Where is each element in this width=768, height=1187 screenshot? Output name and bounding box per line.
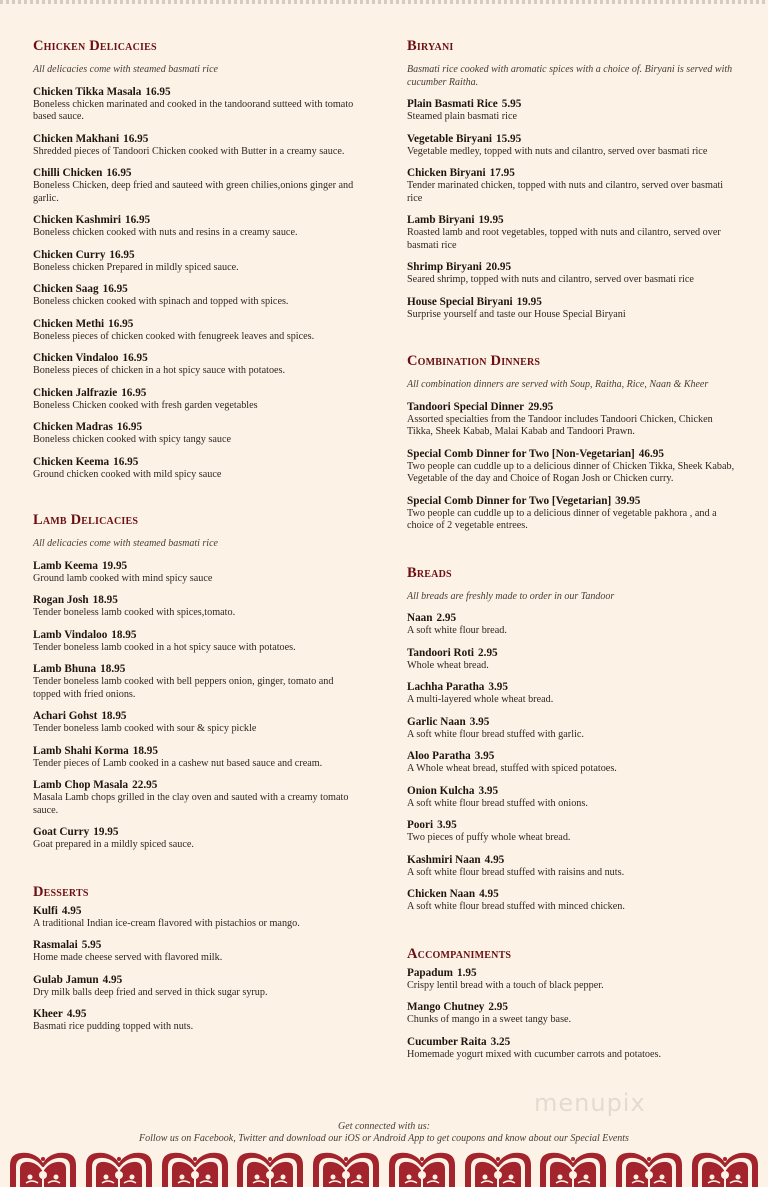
menu-item-price: 17.95 (489, 167, 515, 179)
menu-item (407, 681, 737, 707)
menu-item-description: Boneless pieces of chicken cooked with fenugreek leaves and spices. (33, 330, 315, 342)
footer-follow: Follow us on Facebook, Twitter and download our iOS or Android App to get coupons and know about our Special Events (139, 1133, 629, 1144)
section-title: Lamb Delicacies (33, 512, 139, 528)
right-column (407, 38, 737, 1061)
menu-item-heading (407, 967, 737, 980)
menu-item (33, 387, 363, 413)
menu-item-heading (407, 214, 737, 227)
menu-item-heading (33, 594, 363, 607)
menu-item (33, 826, 363, 852)
ornamental-border (8, 1149, 760, 1187)
menu-item-name: Lachha Paratha (407, 681, 485, 693)
menu-item-heading (407, 785, 737, 798)
watermark: menupix (534, 1089, 646, 1117)
menu-item-price: 2.95 (478, 646, 498, 659)
menu-item (407, 647, 737, 673)
menu-item-description: Steamed plain basmati rice (407, 111, 518, 122)
menu-item (407, 854, 737, 880)
menu-item-description: Tender boneless lamb cooked in a hot spicy sauce with potatoes. (33, 641, 296, 653)
menu-item-name: Chicken Keema (33, 455, 110, 468)
menu-item (33, 283, 363, 309)
menu-item-description: Boneless pieces of chicken in a hot spicy sauce with potatoes. (33, 365, 286, 376)
menu-item (407, 296, 737, 322)
menu-item-name: Gulab Jamun (33, 973, 99, 986)
menu-item-heading (407, 1036, 737, 1049)
menu-item-description: Basmati rice pudding topped with nuts. (33, 1021, 194, 1032)
menu-item-description: Two people can cuddle up to a delicious dinner of Chicken Tikka, Sheek Kabab, Vegetable of the day and Choice of Rogan Josh or Chicken curry. (407, 460, 735, 484)
menu-item-price: 16.95 (113, 455, 139, 468)
menu-item-heading (33, 214, 363, 227)
section-note: All delicacies come with steamed basmati rice (33, 64, 218, 75)
section-biryani (407, 38, 737, 321)
menu-item-price: 16.95 (106, 167, 132, 179)
paisley-tile (463, 1149, 533, 1187)
menu-item-heading (33, 249, 363, 262)
menu-item-heading (407, 819, 737, 832)
menu-item-heading (33, 352, 363, 365)
section-title: Accompaniments (407, 945, 512, 962)
item-list (407, 967, 737, 1062)
menu-item-price: 15.95 (496, 132, 522, 145)
menu-item (33, 710, 363, 736)
menu-item-description: Surprise yourself and taste our House Special Biryani (407, 308, 626, 320)
menu-item (33, 421, 363, 447)
menu-item-heading (407, 495, 737, 508)
menu-item-heading (33, 745, 363, 758)
menu-item-description: Tender boneless lamb cooked with spices,tomato. (33, 607, 236, 618)
footer-connect: Get connected with us: (338, 1121, 430, 1132)
paisley-tile (160, 1149, 230, 1187)
menu-item-heading (33, 133, 363, 146)
menu-item (407, 819, 737, 845)
menu-item-name: Cucumber Raita (407, 1035, 487, 1048)
menu-item-description: Tender boneless lamb cooked with bell peppers onion, ginger, tomato and topped with fried onions. (33, 676, 334, 700)
menu-item-price: 16.95 (116, 421, 143, 433)
menu-item-price: 4.95 (61, 904, 82, 917)
menu-item-price: 19.95 (93, 826, 119, 838)
menu-item-description: Ground chicken cooked with mild spicy sauce (33, 468, 222, 480)
menu-item-name: Special Comb Dinner for Two [Non-Vegetarian] (407, 447, 635, 460)
menu-item (33, 939, 363, 965)
menu-item-price: 19.95 (101, 559, 128, 572)
menu-item-description: Masala Lamb chops grilled in the clay oven and sauted with a creamy tomato sauce. (33, 792, 349, 816)
menu-item-name: Aloo Paratha (407, 750, 471, 762)
menu-item-description: Two people can cuddle up to a delicious dinner of vegetable pakhora , and a choice of 2 vegetable entrees. (407, 507, 717, 531)
menu-item-description: Roasted lamb and root vegetables, topped with nuts and cilantro, served over basmati rice (407, 227, 721, 251)
menu-item-heading (407, 647, 737, 660)
menu-item-heading (407, 854, 737, 867)
menu-item-name: Chicken Vindaloo (33, 352, 119, 364)
menu-item (33, 352, 363, 378)
menu-item-heading (407, 98, 737, 111)
section-title: Desserts (33, 883, 89, 900)
menu-item (407, 133, 737, 159)
menu-item-description: A soft white flour bread. (407, 625, 507, 636)
menu-item (33, 133, 363, 159)
item-list (33, 905, 363, 1034)
menu-item-price: 18.95 (111, 628, 137, 641)
menu-item-name: Vegetable Biryani (407, 132, 493, 145)
menu-item-heading (407, 167, 737, 180)
paisley-tile (614, 1149, 684, 1187)
menu-item-price: 22.95 (132, 779, 158, 791)
menu-item (33, 249, 363, 275)
paisley-tile (8, 1149, 78, 1187)
paisley-tile (690, 1149, 760, 1187)
menu-item-price: 16.95 (145, 85, 171, 98)
menu-item-heading (407, 296, 737, 309)
menu-item-price: 3.95 (437, 819, 457, 831)
menu-item-price: 20.95 (485, 261, 512, 273)
menu-item-heading (407, 133, 737, 146)
menu-item-name: Goat Curry (33, 826, 90, 838)
section-breads (407, 565, 737, 914)
menu-item-description: Boneless Chicken, deep fried and sauteed with green chilies,onions ginger and garlic. (33, 180, 354, 204)
section-desserts (33, 884, 363, 1034)
item-list (33, 86, 363, 482)
item-list (33, 560, 363, 852)
menu-item (407, 167, 737, 205)
menu-item-name: Chicken Biryani (407, 167, 486, 179)
menu-item-name: Shrimp Biryani (407, 261, 482, 273)
menu-item-name: Lamb Vindaloo (33, 628, 108, 641)
menu-item-heading (33, 710, 363, 723)
menu-item-price: 16.95 (108, 317, 134, 330)
menu-item (407, 750, 737, 776)
menu-item-heading (407, 888, 737, 901)
menu-item-price: 18.95 (101, 710, 127, 722)
menu-item (407, 785, 737, 811)
menu-item-heading (33, 167, 363, 180)
menu-item-description: Assorted specialties from the Tandoor includes Tandoori Chicken, Chicken Tikka, Sheek Kabab, Malai Kabab and Tandoori Prawn. (407, 413, 713, 437)
menu-item-heading (407, 1001, 737, 1014)
menu-item-description: Vegetable medley, topped with nuts and cilantro, served over basmati rice (407, 145, 708, 157)
menu-item (33, 86, 363, 124)
menu-item-name: Lamb Chop Masala (33, 779, 129, 791)
menu-item-description: Whole wheat bread. (407, 659, 489, 671)
menu-item-description: Dry milk balls deep fried and served in thick sugar syrup. (33, 986, 268, 998)
menu-item (407, 888, 737, 914)
menu-item-heading (33, 86, 363, 99)
menu-item (33, 974, 363, 1000)
menu-item-heading (407, 612, 737, 625)
menu-item (33, 779, 363, 817)
menu-item-price: 16.95 (109, 248, 135, 261)
menu-item-price: 18.95 (92, 594, 118, 606)
section-title: Chicken Delicacies (33, 38, 157, 54)
menu-item-price: 5.95 (501, 98, 522, 110)
item-list (407, 612, 737, 914)
menu-item-price: 19.95 (478, 214, 504, 226)
menu-item-heading (33, 939, 363, 952)
menu-item-name: Kheer (33, 1008, 63, 1020)
section-note: All delicacies come with steamed basmati rice (33, 538, 218, 549)
menu-item-description: Two pieces of puffy whole wheat bread. (407, 832, 571, 843)
menu-item-price: 46.95 (638, 447, 664, 460)
paisley-tile (311, 1149, 381, 1187)
left-column (33, 38, 363, 1034)
menu-item-price: 3.95 (474, 750, 495, 762)
menu-item-name: Plain Basmati Rice (407, 98, 498, 110)
menu-item (33, 629, 363, 655)
menu-item-description: Boneless chicken Prepared in mildly spiced sauce. (33, 261, 239, 273)
menu-item-description: Tender marinated chicken, topped with nuts and cilantro, served over basmati rice (407, 180, 724, 204)
menu-item-price: 4.95 (484, 853, 505, 866)
menu-item-price: 16.95 (122, 352, 148, 364)
section-lamb-delicacies (33, 512, 363, 852)
menu-item-price: 3.95 (469, 715, 490, 728)
menu-item-description: Shredded pieces of Tandoori Chicken cooked with Butter in a creamy sauce. (33, 145, 345, 157)
menu-item-heading (33, 826, 363, 839)
menu-item-description: Ground lamb cooked with mind spicy sauce (33, 572, 213, 584)
menu-item-description: Homemade yogurt mixed with cucumber carrots and potatoes. (407, 1048, 662, 1060)
menu-item (407, 448, 737, 486)
menu-item-heading (33, 387, 363, 400)
section-chicken-delicacies (33, 38, 363, 481)
menu-item (407, 495, 737, 533)
menu-item (407, 401, 737, 439)
menu-item-name: Lamb Bhuna (33, 663, 97, 675)
menu-item-description: A multi-layered whole wheat bread. (407, 694, 554, 705)
menu-item-price: 3.95 (488, 681, 508, 693)
menu-item (33, 560, 363, 586)
menu-item-name: Lamb Biryani (407, 214, 475, 226)
menu-item-price: 16.95 (123, 132, 149, 145)
menu-item-name: Chicken Methi (33, 317, 105, 330)
menu-item-heading (33, 629, 363, 642)
menu-item-heading (33, 318, 363, 331)
menu-item-price: 3.25 (490, 1035, 511, 1048)
menu-item (407, 261, 737, 287)
menu-item-name: Tandoori Special Dinner (407, 400, 525, 413)
menu-item-heading (33, 1008, 363, 1021)
menu-item (33, 167, 363, 205)
menu-item-description: A soft white flour bread stuffed with minced chicken. (407, 901, 625, 912)
menu-item-description: Goat prepared in a mildly spiced sauce. (33, 839, 194, 850)
menu-item-description: A soft white flour bread stuffed with garlic. (407, 728, 584, 740)
menu-item-name: Garlic Naan (407, 715, 466, 728)
menu-item-heading (407, 401, 737, 414)
menu-item-name: Tandoori Roti (407, 646, 475, 659)
menu-item-heading (33, 974, 363, 987)
menu-item-description: A soft white flour bread stuffed with raisins and nuts. (407, 866, 625, 878)
menu-item-heading (33, 905, 363, 918)
menu-item (33, 1008, 363, 1034)
menu-item-name: Mango Chutney (407, 1001, 485, 1013)
menu-item-price: 18.95 (100, 663, 126, 675)
section-note: Basmati rice cooked with aromatic spices with a choice of. Biryani is served with cucumber Raitha. (407, 64, 733, 88)
menu-item-name: Chicken Jalfrazie (33, 386, 118, 399)
menu-item (407, 214, 737, 252)
top-dotted-rule (0, 0, 768, 4)
item-list (407, 98, 737, 321)
menu-item-price: 3.95 (478, 784, 499, 797)
menu-item-name: Onion Kulcha (407, 784, 475, 797)
menu-item-name: Chicken Saag (33, 283, 99, 295)
menu-item-name: Achari Gohst (33, 710, 98, 722)
menu-item (33, 594, 363, 620)
menu-item-heading (407, 716, 737, 729)
menu-item-price: 5.95 (81, 939, 102, 951)
menu-item-name: Kulfi (33, 904, 58, 917)
menu-item (33, 214, 363, 240)
menu-item-description: Boneless Chicken cooked with fresh garden vegetables (33, 399, 258, 411)
menu-item-name: Rogan Josh (33, 594, 89, 606)
menu-item-name: Special Comb Dinner for Two [Vegetarian] (407, 494, 612, 507)
menu-item-description: Chunks of mango in a sweet tangy base. (407, 1014, 572, 1025)
paisley-tile (387, 1149, 457, 1187)
section-note: All breads are freshly made to order in our Tandoor (407, 590, 615, 602)
menu-item-heading (33, 456, 363, 469)
menu-item (33, 456, 363, 482)
section-combination-dinners (407, 353, 737, 533)
section-note: All combination dinners are served with Soup, Raitha, Rice, Naan & Kheer (407, 379, 709, 390)
menu-item-description: Tender pieces of Lamb cooked in a cashew nut based sauce and cream. (33, 757, 323, 769)
menu-item-price: 4.95 (66, 1008, 87, 1020)
menu-item-description: A traditional Indian ice-cream flavored with pistachios or mango. (33, 917, 300, 929)
menu-item-price: 16.95 (124, 214, 151, 226)
menu-item-heading (407, 261, 737, 274)
menu-item-name: Papadum (407, 966, 454, 979)
menu-item (33, 663, 363, 701)
menu-item (33, 905, 363, 931)
menu-item-price: 39.95 (615, 494, 641, 507)
menu-item-price: 2.95 (436, 612, 457, 624)
menu-item-heading (33, 560, 363, 573)
section-title: Combination Dinners (407, 353, 541, 369)
menu-item-name: Chicken Madras (33, 421, 113, 433)
menu-item-heading (407, 681, 737, 694)
menu-item-description: A Whole wheat bread, stuffed with spiced potatoes. (407, 763, 617, 774)
menu-item-name: Kashmiri Naan (407, 853, 481, 866)
menu-item-price: 4.95 (479, 888, 499, 900)
item-list (407, 401, 737, 533)
menu-item-name: Lamb Keema (33, 559, 98, 572)
menu-item-heading (33, 779, 363, 792)
menu-item-description: Boneless chicken marinated and cooked in the tandoorand sutteed with tomato based sauce. (33, 98, 354, 122)
menu-item-price: 16.95 (121, 386, 147, 399)
menu-item (407, 716, 737, 742)
menu-item-heading (33, 283, 363, 296)
menu-item-price: 29.95 (528, 400, 554, 413)
menu-item-description: Seared shrimp, topped with nuts and cilantro, served over basmati rice (407, 274, 694, 285)
menu-item-description: Boneless chicken cooked with spicy tangy sauce (33, 434, 232, 445)
section-title: Breads (407, 564, 452, 581)
menu-item-name: Poori (407, 819, 434, 831)
menu-item-name: Chilli Chicken (33, 167, 103, 179)
menu-item-price: 1.95 (457, 966, 477, 979)
menu-item-heading (33, 663, 363, 676)
menu-item-description: Crispy lentil bread with a touch of black pepper. (407, 979, 604, 991)
menu-item (407, 967, 737, 993)
menu-item-name: Lamb Shahi Korma (33, 744, 129, 757)
menu-item-description: Boneless chicken cooked with spinach and topped with spices. (33, 296, 289, 307)
menu-item-price: 4.95 (102, 973, 123, 986)
menu-item-heading (33, 421, 363, 434)
menu-item-name: Chicken Tikka Masala (33, 85, 142, 98)
section-accompaniments (407, 946, 737, 1062)
menu-item-heading (407, 448, 737, 461)
menu-item (407, 1036, 737, 1062)
menu-item-price: 19.95 (516, 295, 542, 308)
menu-item-name: Rasmalai (33, 939, 78, 951)
paisley-tile (235, 1149, 305, 1187)
paisley-tile (538, 1149, 608, 1187)
menu-item-name: Chicken Naan (407, 888, 476, 900)
section-title: Biryani (407, 38, 454, 54)
menu-item (407, 1001, 737, 1027)
menu-item-heading (407, 750, 737, 763)
menu-item-description: A soft white flour bread stuffed with onions. (407, 797, 588, 809)
menu-item (33, 745, 363, 771)
menu-item-description: Tender boneless lamb cooked with sour & spicy pickle (33, 723, 257, 734)
menu-item-description: Home made cheese served with flavored milk. (33, 952, 223, 963)
menu-item-name: Naan (407, 612, 433, 624)
menu-item-price: 2.95 (488, 1001, 508, 1013)
menu-item-name: Chicken Kashmiri (33, 214, 121, 226)
menu-item-price: 16.95 (102, 283, 128, 295)
menu-item-description: Boneless chicken cooked with nuts and resins in a creamy sauce. (33, 227, 298, 238)
menu-item-name: Chicken Makhani (33, 132, 120, 145)
paisley-tile (84, 1149, 154, 1187)
menu-item (407, 98, 737, 124)
menu-item (33, 318, 363, 344)
menu-item-price: 18.95 (132, 744, 158, 757)
menu-item (407, 612, 737, 638)
menu-item-name: House Special Biryani (407, 295, 513, 308)
menu-item-name: Chicken Curry (33, 248, 106, 261)
